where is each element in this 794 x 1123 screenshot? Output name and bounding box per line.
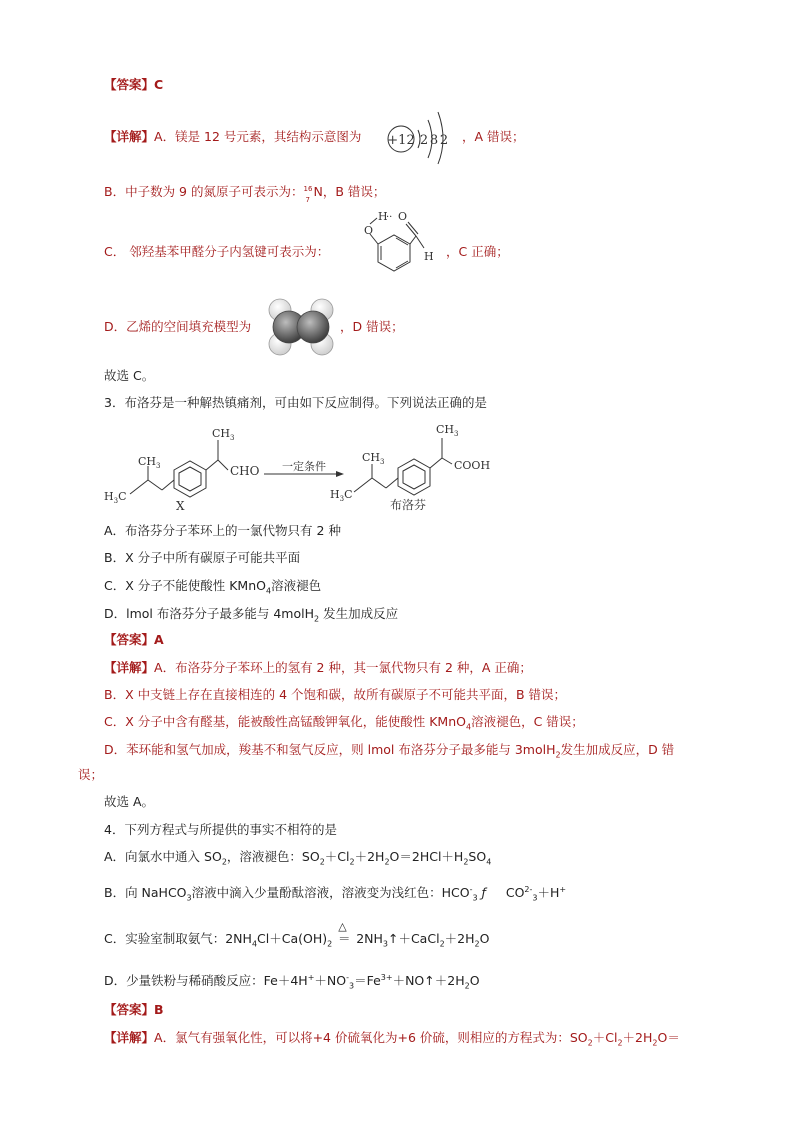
- svg-text:CH3: $CH_3$: [362, 451, 385, 466]
- ibuprofen-reaction-scheme: [100, 418, 500, 518]
- salicylaldehyde-h-bond-structure: [350, 206, 450, 288]
- q3-option-b: B．X 分子中所有碳原子可能共平面: [104, 550, 301, 565]
- svg-text:··: ··: [386, 212, 393, 223]
- q3-explain-b: B．X 中支链上存在直接相连的 4 个饱和碳，故所有碳原子不可能共平面，B 错误；: [104, 687, 567, 702]
- q3-explain-a: 【详解】A．布洛芬分子苯环上的氢有 2 种，其一氯代物只有 2 种，A 正确；: [104, 660, 532, 675]
- explain-a-text: A．镁是 12 号元素，其结构示意图为: [154, 129, 362, 144]
- question-4-stem: 4．下列方程式与所提供的事实不相符的是: [104, 822, 337, 837]
- ethylene-space-filling-model: [266, 296, 336, 358]
- q4-explain-a: 【详解】A．氯气有强氧化性，可以将+4 价硫氧化为+6 价硫，则相应的方程式为：$SO_2+Cl_2+2H_2O=$: [104, 1030, 680, 1048]
- svg-text:H3C: $H_3C$: [330, 488, 353, 503]
- mg-atom-structure-diagram: [384, 106, 464, 166]
- heat-equals-sign: △ ＝: [337, 920, 351, 946]
- svg-text:CH3: $CH_3$: [138, 455, 161, 470]
- element-symbol: N: [313, 184, 323, 199]
- svg-text:O: O: [364, 224, 374, 237]
- svg-text:H: H: [424, 250, 434, 263]
- nuclide-notation: [303, 185, 313, 204]
- q4-option-b: B．向 NaHCO$_3$溶液中滴入少量酚酞溶液，溶液变为浅红色：$HCO^-_3$ ƒ $CO^{2-}_3+H^+$: [104, 884, 567, 903]
- answer-value: B: [154, 1002, 164, 1017]
- svg-text:2: 2: [439, 133, 449, 148]
- answer-line-q3: [104, 631, 164, 649]
- explain-c-text: C． 邻羟基苯甲醛分子内氢键可表示为：: [104, 244, 330, 259]
- explain-c-line: [104, 243, 329, 261]
- svg-text:CHO: CHO: [230, 464, 260, 478]
- explain-b-text: B．中子数为 9 的氮原子可表示为：: [104, 184, 304, 199]
- q3-explain-d-cont: 误；: [78, 767, 104, 782]
- q4-option-a: A．向氯水中通入 $SO_2$，溶液褪色：$SO_2+Cl_2+2H_2O=2HCl+H_2SO_4$: [104, 849, 492, 867]
- conclusion-q2: 故选 C。: [104, 368, 155, 383]
- q3-explain-c: C．X 分子中含有醛基，能被酸性高锰酸钾氧化，能使酸性 KMnO$_4$溶液褪色，C 错误；: [104, 714, 584, 732]
- svg-text:8: 8: [429, 133, 439, 148]
- svg-text:H: H: [378, 210, 388, 223]
- q4-option-d: D．少量铁粉与稀硝酸反应：$Fe+4H^++NO^-_3=Fe^{3+}+NO↑+2H_2O$: [104, 972, 480, 991]
- question-3-stem: 3．布洛芬是一种解热镇痛剂，可由如下反应制得。下列说法正确的是: [104, 395, 487, 410]
- explain-d-text: D．乙烯的空间填充模型为: [104, 319, 252, 334]
- q4-option-c: C．实验室制取氨气：$2NH_4Cl+Ca(OH)_2$ △ ＝ $2NH_3↑+CaCl_2+2H_2O$: [104, 920, 490, 949]
- answer-tag: 【答案】: [104, 77, 155, 92]
- atomic-number: 7: [305, 196, 310, 204]
- answer-value: C: [154, 77, 164, 92]
- explain-a-result: ，A 错误；: [462, 129, 525, 144]
- explain-c-result: ，C 正确；: [446, 244, 509, 259]
- svg-text:布洛芬: 布洛芬: [390, 498, 427, 512]
- svg-text:X: X: [176, 499, 185, 513]
- q3-option-c: C．X 分子不能使酸性 KMnO$_4$溶液褪色: [104, 578, 322, 596]
- svg-text:+12: +12: [387, 133, 415, 148]
- conclusion-q3: 故选 A。: [104, 794, 155, 809]
- svg-text:CH3: $CH_3$: [212, 427, 235, 442]
- explain-a-line: [104, 128, 361, 146]
- answer-tag: 【答案】: [104, 1002, 155, 1017]
- mass-number: 16: [303, 185, 313, 193]
- answer-value: A: [154, 632, 164, 647]
- q3-option-a: A．布洛芬分子苯环上的一氯代物只有 2 种: [104, 523, 341, 538]
- answer-tag: 【答案】: [104, 632, 155, 647]
- explain-b-line: [104, 183, 386, 204]
- answer-line-q2: [104, 76, 163, 94]
- answer-line-q4: [104, 1001, 164, 1019]
- svg-text:COOH: COOH: [454, 459, 491, 472]
- svg-text:一定条件: 一定条件: [282, 460, 326, 473]
- svg-text:CH3: $CH_3$: [436, 423, 459, 438]
- svg-text:H3C: $H_3C$: [104, 490, 127, 505]
- q3-explain-d: D．苯环能和氢气加成，羧基不和氢气反应，则 lmol 布洛芬分子最多能与 3molH$_2$发生加成反应，D 错: [104, 742, 675, 760]
- explain-b-result: ，B 错误；: [322, 184, 386, 199]
- q3-option-d: D．lmol 布洛芬分子最多能与 4molH$_2$ 发生加成反应: [104, 606, 399, 624]
- svg-text:O: O: [398, 210, 408, 223]
- svg-text:2: 2: [419, 133, 429, 148]
- explain-d-line: [104, 318, 251, 336]
- explain-d-result: ，D 错误；: [340, 319, 404, 334]
- explain-tag: 【详解】: [104, 129, 155, 144]
